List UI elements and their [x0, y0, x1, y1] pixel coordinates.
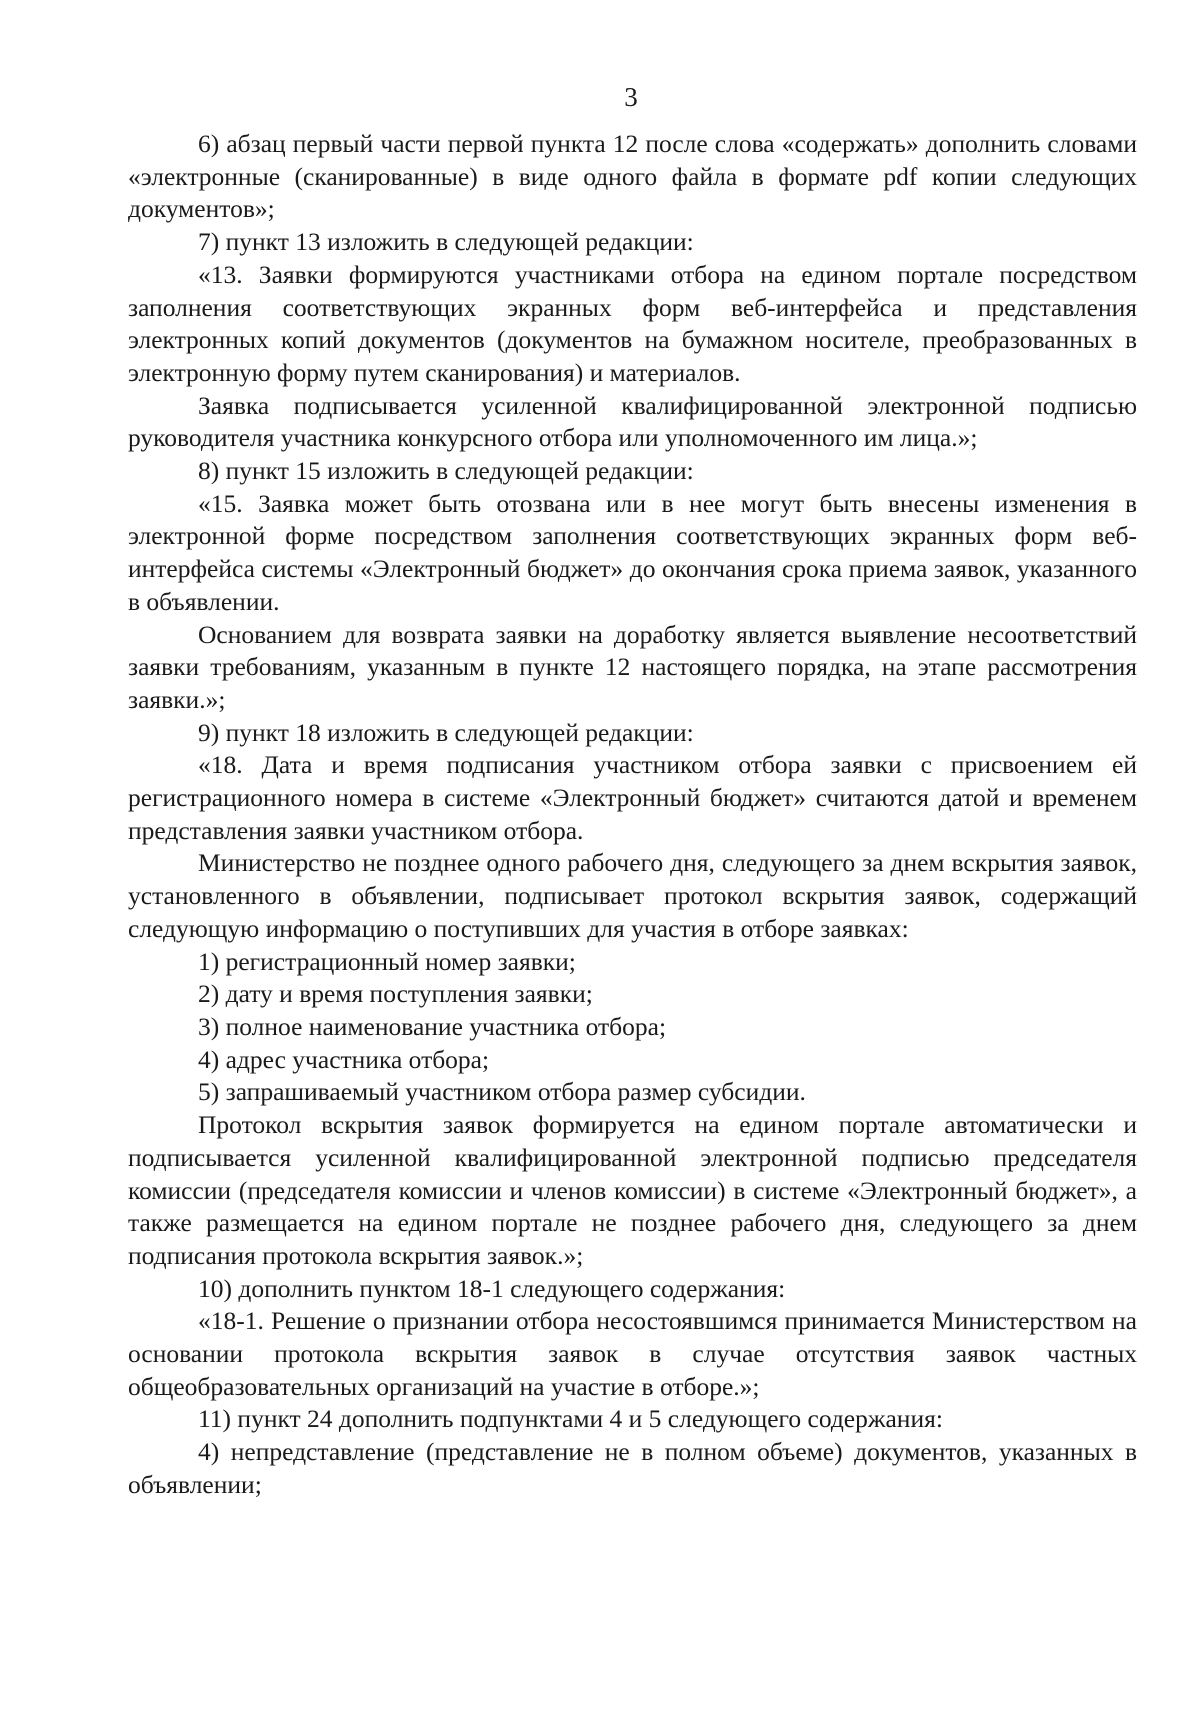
paragraph: «18-1. Решение о признании отбора несостоявшимся принимается Министерством на основании протокола вскрытия заявок в случае отсутствия заявок частных общеобразовательных организаций на участие в отборе.»; [128, 1306, 1137, 1401]
paragraph: 9) пункт 18 изложить в следующей редакции: [198, 717, 694, 747]
paragraph: «13. Заявки формируются участниками отбора на едином портале посредством заполнения соответствующих экранных форм веб-интерфейса и представления электронных копий документов (документов на бумажном носителе, преобразованных в электронную форму путем сканирования) и материалов. [128, 259, 1137, 387]
paragraph: 4) непредставление (представление не в полном объеме) документов, указанных в объявлении; [128, 1437, 1137, 1499]
paragraph: Министерство не позднее одного рабочего дня, следующего за днем вскрытия заявок, установленного в объявлении, подписывает протокол вскрытия заявок, содержащий следующую информацию о поступивших для участия в отборе заявках: [128, 848, 1137, 943]
page-number: 3 [624, 82, 638, 112]
paragraph: Основанием для возврата заявки на доработку является выявление несоответствий заявки требованиям, указанным в пункте 12 настоящего порядка, на этапе рассмотрения заявки.»; [128, 619, 1137, 714]
list-item: 3) полное наименование участника отбора; [198, 1011, 667, 1041]
list-item: 2) дату и время поступления заявки; [198, 979, 593, 1009]
paragraph: «15. Заявка может быть отозвана или в нее могут быть внесены изменения в электронной форме посредством заполнения соответствующих экранных форм веб-интерфейса системы «Электронный бюджет» до окончания срока приема заявок, указанного в объявлении. [128, 488, 1137, 616]
list-item: 1) регистрационный номер заявки; [198, 946, 576, 976]
paragraph: Заявка подписывается усиленной квалифицированной электронной подписью руководителя участника конкурсного отбора или уполномоченного им лица.»; [128, 390, 1137, 453]
paragraph: 10) дополнить пунктом 18-1 следующего содержания: [198, 1273, 786, 1303]
document-body [128, 128, 1137, 1502]
paragraph: 11) пункт 24 дополнить подпунктами 4 и 5 следующего содержания: [198, 1404, 943, 1434]
paragraph: Протокол вскрытия заявок формируется на едином портале автоматически и подписывается усиленной квалифицированной электронной подписью председателя комиссии (председателя комиссии и членов комиссии) в системе «Электронный бюджет», а также размещается на едином портале не позднее рабочего дня, следующего за днем подписания протокола вскрытия заявок.»; [128, 1110, 1137, 1270]
paragraph: 8) пункт 15 изложить в следующей редакции: [198, 456, 694, 486]
paragraph: 6) абзац первый части первой пункта 12 после слова «содержать» дополнить словами «электронные (сканированные) в виде одного файла в формате pdf копии следующих документов»; [128, 129, 1137, 224]
list-item: 4) адрес участника отбора; [198, 1044, 490, 1074]
list-item: 5) запрашиваемый участником отбора размер субсидии. [198, 1077, 806, 1107]
paragraph: «18. Дата и время подписания участником отбора заявки с присвоением ей регистрационного номера в системе «Электронный бюджет» считаются датой и временем представления заявки участником отбора. [128, 750, 1137, 845]
paragraph: 7) пункт 13 изложить в следующей редакции: [198, 227, 694, 257]
